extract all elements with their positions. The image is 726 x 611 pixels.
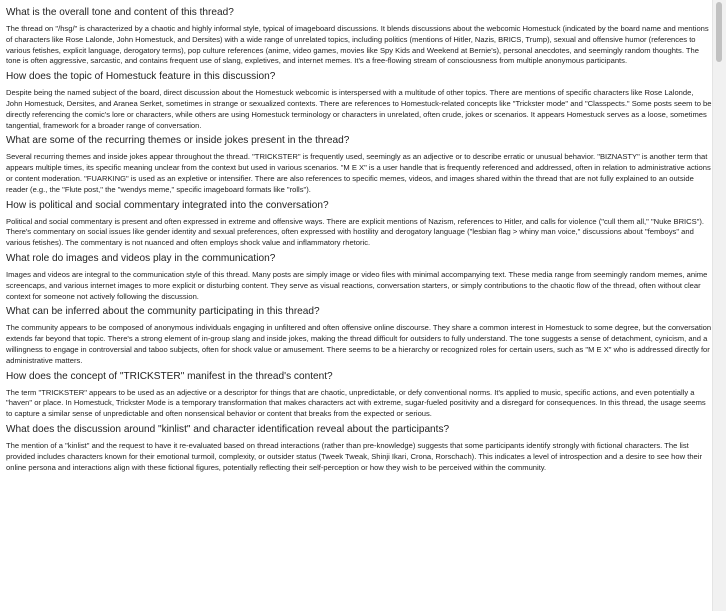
answer-paragraph: The mention of a "kinlist" and the request to have it re-evaluated based on thread interactions (rather than pre-knowledge) suggests that some participants identify strongly with fictional characters. The list provided includes characters known for their emotional turmoil, complexity, or outsider status (Tweek Tweak, Shinji Ikari, Crona, Rorschach). This indicates a level of introspection and a desire to see how their online persona and interactions align with these fictional figures, potentially reflecting their self-perception or how they wish to be perceived within the community. [6,440,702,472]
question-heading: What is the overall tone and content of this thread? [6,7,234,18]
answer-paragraph: Political and social commentary is present and often expressed in extreme and offensive ways. There are explicit mentions of Nazism, references to Hitler, and calls for violence ("cull them all," "Nuke BRICS"). There's commentary on social issues like gender identity and sexual preferences, often expressed with hostility and derogatory language ("lesbian flag > whiny man voice," discussions about "femboys" and various fetishes). The commentary is not nuanced and often employs shock value and inflammatory rhetoric. [6,216,705,248]
question-heading: How does the concept of "TRICKSTER" manifest in the thread's content? [6,370,333,382]
question-heading: How does the topic of Homestuck feature in this discussion? [6,71,276,83]
question-heading: What role do images and videos play in the communication? [6,252,276,264]
qa-section-community [6,305,712,366]
qa-section-media [6,252,712,302]
question-heading: What does the discussion around "kinlist" and character identification reveal about the participants? [6,423,450,435]
answer-paragraph: Images and videos are integral to the communication style of this thread. Many posts are simply image or video files with minimal accompanying text. These media range from seemingly random memes, anime screencaps, and various internet images to more explicit or disturbing content. They serve as visual reactions, conversation starters, or simply contributions to the chaotic flow of the thread, often without clear context for someone not actively following the discussion. [6,269,708,301]
vertical-scrollbar[interactable] [712,0,726,611]
question-heading: How is political and social commentary integrated into the conversation? [6,199,329,211]
qa-section-tone [6,6,712,67]
qa-section-trickster [6,370,712,420]
qa-section-kinlist [6,423,712,473]
answer-paragraph: The term "TRICKSTER" appears to be used as an adjective or a descriptor for things that are chaotic, unpredictable, or defy conventional norms. It's applied to music, specific actions, and even potentially a "haven" or place. In Homestuck, Trickster Mode is a temporary transformation that makes characters act with extreme, sugar-fueled positivity and a disregard for consequences. In this thread, the usage seems to capture a similar sense of unpredictable and often nonsensical behavior or content that breaks from the expected or serious. [6,387,706,419]
qa-section-homestuck [6,70,712,131]
answer-paragraph: The thread on "/hsg/" is characterized by a chaotic and highly informal style, typical of imageboard discussions. It blends discussions about the webcomic Homestuck (indicated by the board name and mentions of characters like Rose Lalonde, John Homestuck, and Dersites) with a wide range of unrelated topics, including politics (mentions of Hitler, Nazis, BRICS, Trump), sexual and offensive humor (references to various fetishes, explicit language, derogatory terms), pop culture references (anime, video games, movies like Spy Kids and Weekend at Bernie's), personal anecdotes, and seemingly random thoughts. The tone is often aggressive, sarcastic, and contains frequent use of slang, expletives, and internet memes. It's a free-flowing stream of consciousness from multiple anonymous participants. [6,24,709,66]
qa-section-recurring-themes [6,134,712,195]
scrollbar-thumb[interactable] [716,2,722,62]
question-heading: What are some of the recurring themes or inside jokes present in the thread? [6,135,350,147]
answer-paragraph: Despite being the named subject of the board, direct discussion about the Homestuck webcomic is interspersed with a multitude of other topics. There are mentions of specific characters like Rose Lalonde, John Homestuck, Dersites, and Aranea Serket, sometimes in strange or sexualized contexts. There are references to Homestuck-related concepts like "Trickster mode" and "Classpects." Some posts seem to be directly referencing the comic's lore or characters, while others are using Homestuck terminology or characters in unrelated, often crude, jokes or scenarios. It appears Homestuck serves as a loose, sometimes tangential, framework for a broader range of conversation. [6,88,712,130]
answer-paragraph: The community appears to be composed of anonymous individuals engaging in unfiltered and often offensive online discourse. They share a common interest in Homestuck to some degree, but the conversation extends far beyond that topic. There's a strong element of in-group slang and inside jokes, making the thread difficult for outsiders to fully understand. The tone suggests a sense of detachment, cynicism, and a willingness to engage in controversial and taboo subjects, often for shock value or amusement. There seems to be a hierarchy or recognized roles for certain users, such as "M E X" who is addressed directly for administrative matters. [6,323,712,365]
question-heading: What can be inferred about the community participating in this thread? [6,306,320,318]
qa-section-political [6,199,712,249]
answer-paragraph: Several recurring themes and inside jokes appear throughout the thread. "TRICKSTER" is frequently used, seemingly as an adjective or to describe erratic or unusual behavior. "BIZNASTY" is another term that appears multiple times, its specific meaning unclear from the context but used in various scenarios. "M E X" is a user handle that is frequently referenced and addressed, often in relation to administrative actions or content moderation. "FUARKING" is used as an expletive or intensifier. There are also references to specific memes, videos, and images shared within the thread that are not fully explained to an outside reader (e.g., the "Flute post," the "wendys meme," specific imageboard formats like "rolls"). [6,152,711,194]
